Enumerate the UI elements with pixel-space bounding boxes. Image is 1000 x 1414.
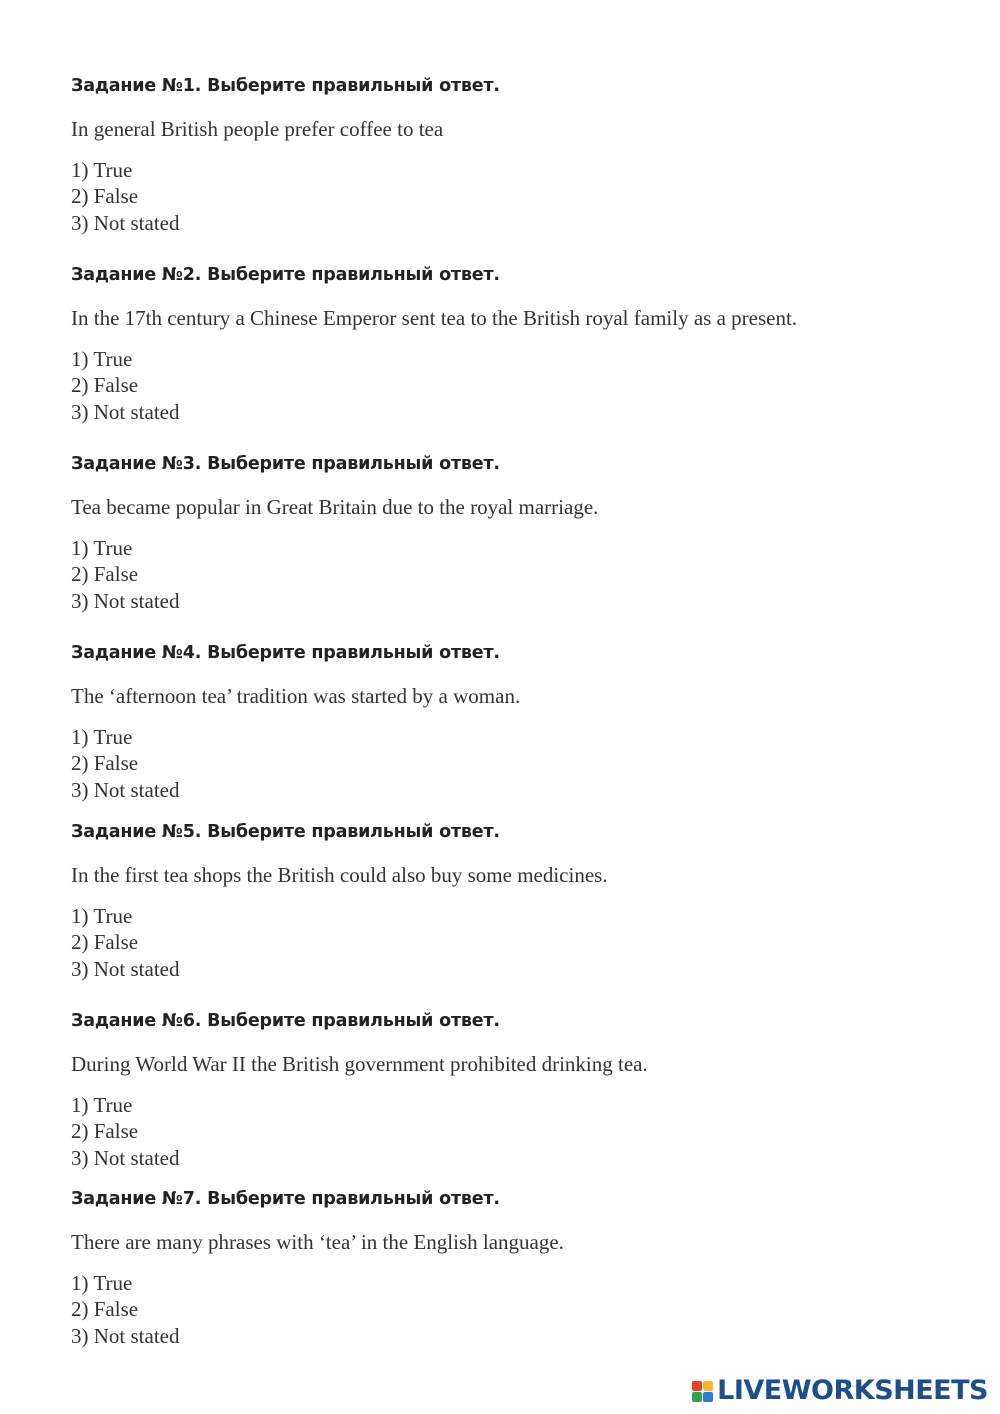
task-statement: The ‘afternoon tea’ tradition was started by a woman.	[71, 684, 521, 708]
task-statement: There are many phrases with ‘tea’ in the English language.	[71, 1230, 564, 1254]
task-1	[71, 74, 971, 236]
option-true: 1) True	[71, 1271, 133, 1295]
option-not-stated: 3) Not stated	[71, 1323, 180, 1348]
liveworksheets-wordmark: LIVEWORKSHEETS	[717, 1375, 988, 1406]
task-heading: Задание №3. Выберите правильный ответ.	[71, 454, 500, 474]
option-not-stated: 3) Not stated	[71, 1145, 180, 1170]
task-statement: In the 17th century a Chinese Emperor sent tea to the British royal family as a present.	[71, 306, 798, 330]
option-true: 1) True	[71, 536, 133, 560]
task-heading: Задание №1. Выберите правильный ответ.	[71, 76, 500, 96]
task-statement: Tea became popular in Great Britain due to the royal marriage.	[71, 495, 599, 519]
task-2	[71, 263, 971, 425]
task-6	[71, 1009, 971, 1171]
answer-options	[71, 1092, 971, 1171]
option-true: 1) True	[71, 725, 133, 749]
option-false: 2) False	[71, 1119, 139, 1144]
option-false: 2) False	[71, 562, 139, 587]
option-false: 2) False	[71, 930, 139, 955]
answer-options	[71, 1270, 971, 1349]
liveworksheets-logo-icon	[692, 1381, 713, 1402]
answer-options	[71, 535, 971, 614]
option-true: 1) True	[71, 158, 133, 182]
logo-square-red	[692, 1381, 702, 1391]
answer-options	[71, 157, 971, 236]
task-heading: Задание №7. Выберите правильный ответ.	[71, 1189, 500, 1209]
option-false: 2) False	[71, 373, 139, 398]
task-statement: During World War II the British government prohibited drinking tea.	[71, 1052, 648, 1076]
option-true: 1) True	[71, 1093, 133, 1117]
task-heading: Задание №2. Выберите правильный ответ.	[71, 265, 500, 285]
logo-square-blue	[703, 1392, 713, 1402]
option-not-stated: 3) Not stated	[71, 588, 180, 613]
task-3	[71, 452, 971, 614]
task-heading: Задание №6. Выберите правильный ответ.	[71, 1011, 500, 1031]
option-true: 1) True	[71, 347, 133, 371]
task-7	[71, 1187, 971, 1349]
answer-options	[71, 724, 971, 803]
answer-options	[71, 346, 971, 425]
task-statement: In the first tea shops the British could also buy some medicines.	[71, 863, 608, 887]
option-false: 2) False	[71, 184, 139, 209]
option-not-stated: 3) Not stated	[71, 956, 180, 981]
option-not-stated: 3) Not stated	[71, 777, 180, 802]
task-statement: In general British people prefer coffee to tea	[71, 117, 444, 141]
task-heading: Задание №4. Выберите правильный ответ.	[71, 643, 500, 663]
option-false: 2) False	[71, 1297, 139, 1322]
task-4	[71, 641, 971, 803]
option-false: 2) False	[71, 751, 139, 776]
option-not-stated: 3) Not stated	[71, 210, 180, 235]
option-true: 1) True	[71, 904, 133, 928]
option-not-stated: 3) Not stated	[71, 399, 180, 424]
task-5	[71, 820, 971, 982]
answer-options	[71, 903, 971, 982]
liveworksheets-logo[interactable]	[692, 1374, 988, 1408]
task-heading: Задание №5. Выберите правильный ответ.	[71, 822, 500, 842]
logo-square-green	[692, 1392, 702, 1402]
logo-square-yellow	[703, 1381, 713, 1391]
